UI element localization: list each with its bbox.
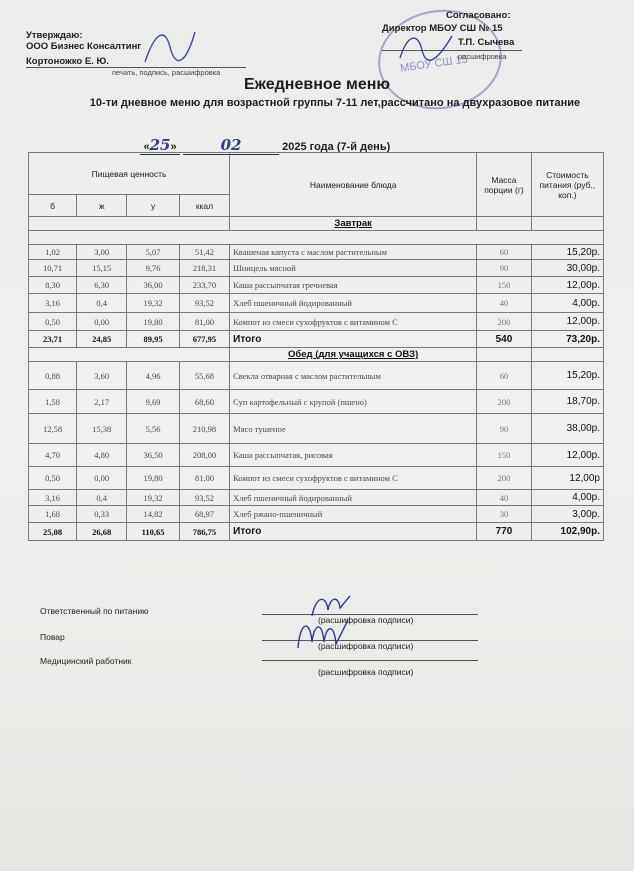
sig-medic-label: Медицинский работник xyxy=(40,656,132,666)
cell-kcal: 93,52 xyxy=(179,294,229,313)
date-rest: 2025 года (7-й день) xyxy=(282,141,391,153)
cell-kcal: 233,70 xyxy=(179,277,229,294)
cell-dish: Шницель мясной xyxy=(230,260,477,277)
cell-zh: 0,4 xyxy=(77,294,127,313)
table-row xyxy=(29,277,604,294)
cook-signature-icon xyxy=(292,612,352,654)
cell-b: 3,16 xyxy=(29,490,77,506)
table-row xyxy=(29,362,604,390)
cell-b: 12,58 xyxy=(29,414,77,444)
table-row xyxy=(29,414,604,444)
cell-price: 18,70р. xyxy=(531,390,603,414)
cell-price: 15,20р. xyxy=(531,362,603,390)
cell-dish: Компот из смеси сухофруктов с витамином С xyxy=(230,467,477,490)
cell-price: 12,00р. xyxy=(531,313,603,331)
cell-kcal: 51,42 xyxy=(179,245,229,260)
col-zh: ж xyxy=(77,195,127,217)
table-row xyxy=(29,313,604,331)
cell-mass: 30 xyxy=(477,506,532,523)
cell-zh: 3,00 xyxy=(77,245,127,260)
cell-kcal: 81,00 xyxy=(179,467,229,490)
cell-zh: 0,33 xyxy=(77,506,127,523)
cell-b: 0,50 xyxy=(29,313,77,331)
cell-price: 30,00р. xyxy=(531,260,603,277)
cell-mass: 60 xyxy=(477,362,532,390)
table-row xyxy=(29,444,604,467)
cell-mass: 60 xyxy=(477,245,532,260)
col-u: у xyxy=(127,195,179,217)
table-row xyxy=(29,245,604,260)
cell-price: 4,00р. xyxy=(531,490,603,506)
agree-signature-icon xyxy=(396,28,456,68)
cell-dish: Свекла отварная с маслом растительным xyxy=(230,362,477,390)
cell-mass: 40 xyxy=(477,294,532,313)
cell-u: 19,32 xyxy=(127,490,179,506)
sig-nutrition-label: Ответственный по питанию xyxy=(40,606,149,616)
date-day: 25 xyxy=(149,136,171,154)
cell-u: 5,56 xyxy=(127,414,179,444)
cell-b: 1,68 xyxy=(29,506,77,523)
cell-u: 9,69 xyxy=(127,390,179,414)
empty-row xyxy=(29,231,604,245)
cell-zh: 3,60 xyxy=(77,362,127,390)
cell-zh: 0,00 xyxy=(77,467,127,490)
cell-mass: 150 xyxy=(477,444,532,467)
table-row xyxy=(29,506,604,523)
agree-label: Согласовано: xyxy=(446,10,511,21)
cell-dish: Хлеб пшеничный йодированный xyxy=(230,490,477,506)
cell-u: 19,80 xyxy=(127,467,179,490)
col-b: б xyxy=(29,195,77,217)
cell-kcal: 81,00 xyxy=(179,313,229,331)
section-lunch: Обед (для учащихся с ОВЗ) xyxy=(230,348,477,362)
table-row xyxy=(29,490,604,506)
cell-dish: Квашеная капуста с маслом растительным xyxy=(230,245,477,260)
page-subtitle: 10-ти дневное меню для возрастной группы 7-11 лет,рассчитано на двухразовое питание xyxy=(89,97,581,109)
cell-b: 0,88 xyxy=(29,362,77,390)
cell-zh: 0,00 xyxy=(77,313,127,331)
table-row xyxy=(29,260,604,277)
table-row xyxy=(29,390,604,414)
cell-price: 15,20р. xyxy=(531,245,603,260)
cell-kcal: 55,68 xyxy=(179,362,229,390)
sig-medic-caption: (расшифровка подписи) xyxy=(318,667,414,677)
cell-zh: 15,38 xyxy=(77,414,127,444)
cell-price: 12,00р. xyxy=(531,444,603,467)
cell-dish: Каша рассыпчатая, рисовая xyxy=(230,444,477,467)
agree-name: Т.П. Сычева xyxy=(458,37,515,48)
cell-dish: Хлеб ржано-пшеничный xyxy=(230,506,477,523)
sig-nutrition-caption: (расшифровка подписи) xyxy=(318,615,414,625)
breakfast-total-row: 23,71 24,85 89,95 677,95 Итого 540 73,20р. xyxy=(29,331,604,348)
cell-mass: 90 xyxy=(477,260,532,277)
date-line: «25» 02 2025 года (7-й день) xyxy=(140,136,390,155)
table-row xyxy=(29,467,604,490)
col-dish: Наименование блюда xyxy=(230,153,477,217)
cell-b: 1,02 xyxy=(29,245,77,260)
approve-label: Утверждаю: xyxy=(26,30,83,41)
sig-cook-label: Повар xyxy=(40,632,65,642)
cell-price: 12,00р. xyxy=(531,277,603,294)
cell-b: 3,16 xyxy=(29,294,77,313)
cell-zh: 6,30 xyxy=(77,277,127,294)
cell-b: 1,58 xyxy=(29,390,77,414)
cell-dish: Компот из смеси сухофруктов с витамином С xyxy=(230,313,477,331)
col-mass: Масса порции (г) xyxy=(477,153,532,217)
table-row xyxy=(29,294,604,313)
cell-price: 12,00р xyxy=(531,467,603,490)
approve-caption: печать, подпись, расшифровка xyxy=(112,68,221,77)
cell-u: 5,07 xyxy=(127,245,179,260)
agree-caption: расшифровка xyxy=(458,52,507,61)
cell-dish: Суп картофельный с крупой (пшено) xyxy=(230,390,477,414)
cell-b: 0,50 xyxy=(29,467,77,490)
cell-zh: 4,80 xyxy=(77,444,127,467)
cell-dish: Хлеб пшеничный йодированный xyxy=(230,294,477,313)
cell-kcal: 93,52 xyxy=(179,490,229,506)
cell-kcal: 68,97 xyxy=(179,506,229,523)
cell-zh: 2,17 xyxy=(77,390,127,414)
menu-table xyxy=(28,152,604,541)
agree-position: Директор МБОУ СШ № 15 xyxy=(382,23,503,34)
sig-cook-caption: (расшифровка подписи) xyxy=(318,641,414,651)
sig-medic-line xyxy=(262,660,478,661)
approve-org: ООО Бизнес Консалтинг xyxy=(26,41,142,52)
cell-u: 19,80 xyxy=(127,313,179,331)
section-breakfast: Завтрак xyxy=(230,217,477,231)
date-month: 02 xyxy=(220,136,242,154)
cell-zh: 15,15 xyxy=(77,260,127,277)
cell-mass: 200 xyxy=(477,467,532,490)
cell-b: 4,70 xyxy=(29,444,77,467)
col-nutrition: Пищевая ценность xyxy=(29,153,230,195)
cell-mass: 150 xyxy=(477,277,532,294)
page-title: Ежедневное меню xyxy=(243,76,391,93)
cell-u: 9,76 xyxy=(127,260,179,277)
cell-kcal: 210,98 xyxy=(179,414,229,444)
cell-mass: 200 xyxy=(477,313,532,331)
cell-b: 10,71 xyxy=(29,260,77,277)
approve-name: Кортоножко Е. Ю. xyxy=(26,56,109,67)
approve-signature-icon xyxy=(140,22,200,72)
cell-price: 38,00р. xyxy=(531,414,603,444)
cell-mass: 90 xyxy=(477,414,532,444)
cell-b: 8,30 xyxy=(29,277,77,294)
cell-u: 36,00 xyxy=(127,277,179,294)
col-kcal: ккал xyxy=(179,195,229,217)
cell-u: 14,82 xyxy=(127,506,179,523)
cell-u: 4,96 xyxy=(127,362,179,390)
cell-kcal: 208,00 xyxy=(179,444,229,467)
lunch-total-row: 25,08 26,68 110,65 786,75 Итого 770 102,90р. xyxy=(29,523,604,541)
cell-dish: Мясо тушеное xyxy=(230,414,477,444)
cell-dish: Каша рассыпчатая гречневая xyxy=(230,277,477,294)
cell-kcal: 68,60 xyxy=(179,390,229,414)
cell-mass: 200 xyxy=(477,390,532,414)
cell-u: 19,32 xyxy=(127,294,179,313)
cell-price: 3,00р. xyxy=(531,506,603,523)
cell-mass: 40 xyxy=(477,490,532,506)
col-price: Стоимость питания (руб., коп.) xyxy=(531,153,603,217)
stamp-text: МБОУ СШ 15 xyxy=(399,53,469,75)
cell-kcal: 218,31 xyxy=(179,260,229,277)
cell-price: 4,00р. xyxy=(531,294,603,313)
cell-zh: 0,4 xyxy=(77,490,127,506)
cell-u: 36,50 xyxy=(127,444,179,467)
